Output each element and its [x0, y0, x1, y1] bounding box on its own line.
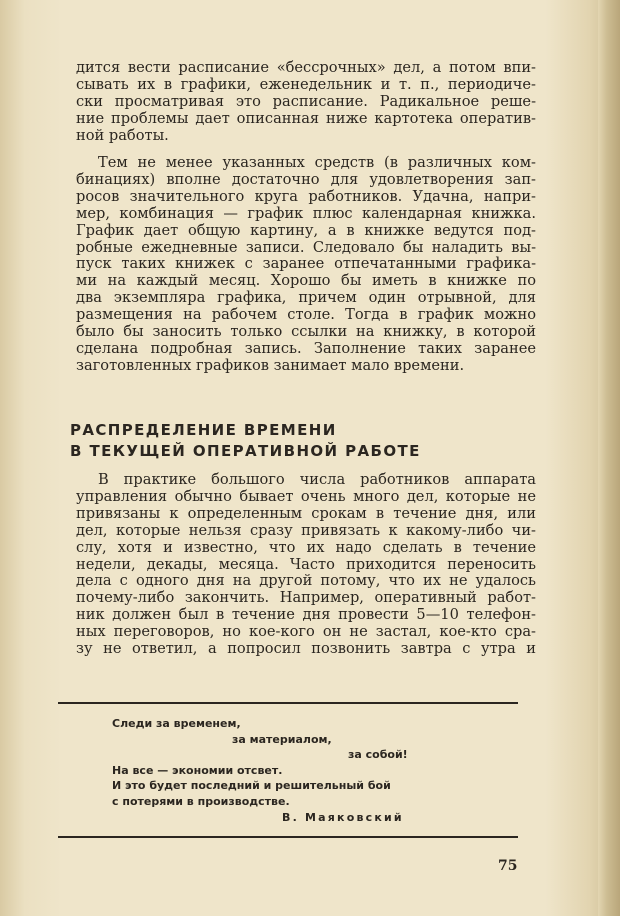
text-line: робные ежедневные записи. Следовало бы наладить вы- [76, 238, 536, 256]
text-line: привязаны к определенным срокам в течение дня, или [76, 504, 536, 522]
text-line: заготовленных графиков занимает мало времени. [76, 356, 465, 374]
section-heading-line: В ТЕКУЩЕЙ ОПЕРАТИВНОЙ РАБОТЕ [70, 442, 421, 460]
epigraph-line: с потерями в производстве. [112, 794, 290, 808]
paragraph-combination [76, 155, 536, 375]
text-line: сделана подробная запись. Заполнение таких заранее [76, 339, 536, 357]
text-line: В практике большого числа работников аппарата [98, 471, 536, 488]
text-line: пуск таких книжек с заранее отпечатанными графика- [76, 255, 536, 273]
text-line: ски просматривая это расписание. Радикальное реше- [76, 92, 536, 110]
text-line: ние проблемы дает описанная ниже картотека оператив- [76, 109, 536, 127]
text-line: недели, декады, месяца. Часто приходится переносить [76, 555, 536, 573]
text-line: росов значительного круга работников. Удачна, напри- [76, 187, 536, 205]
epigraph-line: за собой! [348, 748, 408, 762]
paragraph-continued [76, 60, 536, 145]
section-heading-line: РАСПРЕДЕЛЕНИЕ ВРЕМЕНИ [70, 421, 337, 439]
text-line: мер, комбинация — график плюс календарная книжка. [76, 204, 536, 222]
section-heading [70, 420, 540, 462]
text-line: размещения на рабочем столе. Тогда в график можно [76, 306, 536, 324]
epigraph-line: Следи за временем, [112, 717, 241, 730]
text-line: почему-либо закончить. Например, оперативный работ- [76, 589, 536, 607]
paragraph-practice [76, 472, 536, 658]
text-line: два экземпляра графика, причем один отрывной, для [76, 289, 536, 307]
text-line: ми на каждый месяц. Хорошо бы иметь в книжке по [76, 272, 536, 290]
text-line: Тем не менее указанных средств (в различных ком- [98, 154, 536, 171]
page-edge-shadow [598, 0, 620, 916]
text-line: ной работы. [76, 126, 169, 144]
epigraph-quote [112, 716, 412, 825]
page-number: 75 [498, 858, 518, 874]
epigraph-line: И это будет последний и решительный бой [112, 779, 391, 793]
text-line: было бы заносить только ссылки на книжку, в которой [76, 323, 536, 341]
text-line: дится вести расписание «бессрочных» дел, а потом впи- [76, 59, 536, 76]
epigraph-line: за материалом, [232, 732, 332, 746]
text-line: слу, хотя и известно, что их надо сделать в течение [76, 538, 536, 556]
epigraph-bottom-rule [58, 836, 518, 838]
text-line: бинациях) вполне достаточно для удовлетворения зап- [76, 170, 536, 188]
text-line: График дает общую картину, а в книжке ведутся под- [76, 221, 536, 239]
text-line: сывать их в графики, еженедельник и т. п., периодиче- [76, 75, 536, 93]
text-line: управления обычно бывает очень много дел, которые не [76, 487, 536, 505]
text-line: дел, которые нельзя сразу привязать к какому-либо чи- [76, 521, 536, 539]
epigraph-author: В. Маяковский [282, 810, 404, 824]
epigraph-top-rule [58, 702, 518, 704]
text-line: ник должен был в течение дня провести 5—10 телефон- [76, 606, 536, 624]
epigraph-line: На все — экономии отсвет. [112, 763, 283, 777]
text-line: дела с одного дня на другой потому, что их не удалось [76, 572, 536, 590]
text-line: зу не ответил, а попросил позвонить завтра с утра и [76, 640, 536, 658]
text-line: ных переговоров, но кое-кого он не застал, кое-кто сра- [76, 623, 536, 641]
